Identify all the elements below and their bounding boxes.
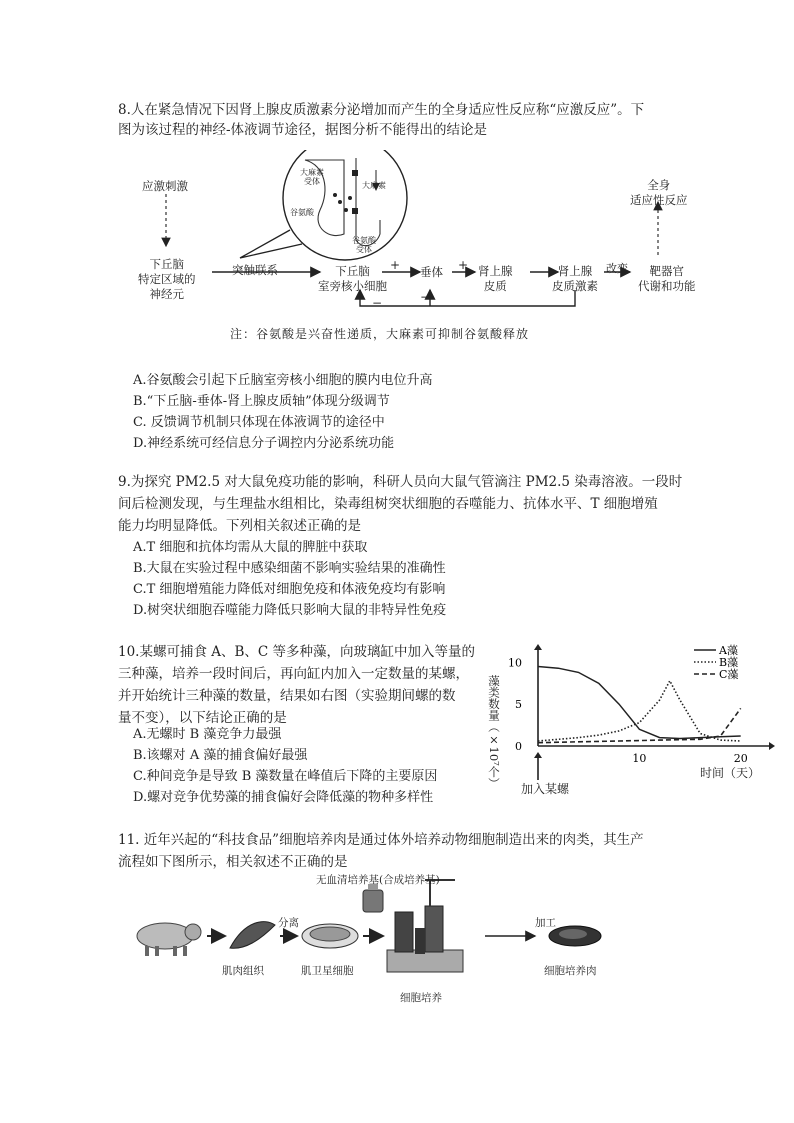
q8-option-d: D.神经系统可经信息分子调控内分泌系统功能 bbox=[133, 436, 395, 451]
inset-glutamate: 谷氨酸 bbox=[290, 208, 314, 217]
adrenal-label bbox=[478, 264, 513, 294]
satellite-label: 肌卫星细胞 bbox=[301, 965, 354, 977]
response-line2: 适应性反应 bbox=[630, 193, 688, 207]
adrenal-line2: 皮质 bbox=[483, 279, 507, 293]
neuron-label bbox=[138, 257, 196, 302]
inset-receptor-bottom bbox=[352, 236, 376, 254]
q8-stem-line2: 图为该过程的神经-体液调节途径，据图分析不能得出的结论是 bbox=[118, 122, 488, 138]
q8-option-c: C. 反馈调节机制只体现在体液调节的途径中 bbox=[133, 415, 385, 430]
process-label: 加工 bbox=[535, 917, 556, 929]
hormone-line2: 皮质激素 bbox=[552, 279, 598, 293]
q10-option-c: C.种间竞争是导致 B 藻数量在峰值后下降的主要原因 bbox=[133, 769, 438, 784]
series-line-2 bbox=[538, 681, 741, 741]
culture-label: 细胞培养 bbox=[400, 992, 442, 1004]
plus-sign-2: + bbox=[458, 258, 469, 272]
inset-receptor-top bbox=[300, 168, 324, 186]
muscle-tissue-icon bbox=[230, 922, 275, 949]
q8-option-b: B.“下丘脑-垂体-肾上腺皮质轴”体现分级调节 bbox=[133, 394, 390, 409]
target-line2: 代谢和功能 bbox=[638, 279, 696, 293]
target-label bbox=[638, 264, 696, 294]
pig-icon bbox=[137, 923, 201, 956]
minus-sign-2: − bbox=[372, 296, 383, 310]
petri-dish-icon bbox=[302, 924, 358, 948]
q8-diagram bbox=[130, 150, 700, 320]
q9-stem-line1: 9.为探究 PM2.5 对大鼠免疫功能的影响，科研人员向大鼠气管滴注 PM2.5 染毒溶液。一段时 bbox=[118, 474, 683, 490]
neuron-label-line1: 下丘脑 bbox=[149, 257, 184, 271]
medium-bottle-icon bbox=[363, 884, 383, 912]
medium-label: 无血清培养基(合成培养基) bbox=[316, 874, 440, 886]
hypo-cells-line2: 室旁核小细胞 bbox=[318, 279, 387, 293]
chart-x-axis-arrow bbox=[769, 742, 775, 750]
feedback-loop-arrow bbox=[360, 290, 575, 306]
response-label bbox=[630, 178, 688, 208]
q10-stem-line3: 并开始统计三种藻的数量，结果如右图（实验期间螺的数 bbox=[118, 688, 456, 704]
inset-cannabinoid: 大麻素 bbox=[362, 181, 386, 190]
chart-ytick-label: 5 bbox=[515, 698, 522, 712]
hormone-label bbox=[552, 264, 598, 294]
q9-stem-line2: 间后检测发现，与生理盐水组相比，染毒组树突状细胞的吞噬能力、抗体水平、T 细胞增殖 bbox=[118, 496, 658, 512]
neuron-label-line2: 特定区域的 bbox=[138, 272, 196, 286]
q9-option-b: B.大鼠在实验过程中感染细菌不影响实验结果的准确性 bbox=[133, 561, 446, 576]
cultured-meat-icon bbox=[549, 926, 601, 946]
series-line-3 bbox=[538, 708, 741, 742]
chart-ytick-label: 10 bbox=[508, 656, 522, 670]
hormone-line1: 肾上腺 bbox=[557, 264, 593, 278]
chart-annotation: 加入某螺 bbox=[521, 782, 570, 796]
legend-label-3: C藻 bbox=[719, 668, 739, 681]
minus-sign-1: − bbox=[420, 290, 431, 304]
change-label: 改变 bbox=[606, 262, 628, 275]
legend-label-2: B藻 bbox=[719, 656, 739, 669]
q10-option-b: B.该螺对 A 藻的捕食偏好最强 bbox=[133, 748, 308, 763]
q10-stem-line2: 三种藻，培养一段时间后，再向缸内加入一定数量的某螺， bbox=[118, 666, 469, 682]
pituitary-label: 垂体 bbox=[420, 265, 443, 279]
q11-diagram bbox=[125, 870, 625, 1005]
product-label: 细胞培养肉 bbox=[544, 965, 597, 977]
q10-stem-line1: 10.某螺可捕食 A、B、C 等多种藻，向玻璃缸中加入等量的 bbox=[118, 644, 476, 660]
chart-ytick-label: 0 bbox=[515, 740, 522, 753]
q8-option-a: A.谷氨酸会引起下丘脑室旁核小细胞的膜内电位升高 bbox=[133, 373, 433, 388]
stimulus-label: 应激刺激 bbox=[142, 179, 188, 193]
chart-ylabel-text: 藻类数量（×10⁷个） bbox=[487, 675, 501, 789]
muscle-label: 肌肉组织 bbox=[222, 965, 264, 977]
inset-receptor-top-line1: 大麻素 bbox=[300, 168, 324, 177]
hypo-cells-line1: 下丘脑 bbox=[335, 264, 370, 278]
chart-xtick-label: 10 bbox=[632, 752, 647, 765]
snail-arrow-head bbox=[534, 752, 542, 758]
q11-stem-line1: 11. 近年兴起的“科技食品”细胞培养肉是通过体外培养动物细胞制造出来的肉类，其生产 bbox=[118, 832, 644, 848]
target-line1: 靶器官 bbox=[649, 264, 684, 278]
q9-option-c: C.T 细胞增殖能力降低对细胞免疫和体液免疫均有影响 bbox=[133, 582, 446, 597]
q10-option-d: D.螺对竞争优势藻的捕食偏好会降低藻的物种多样性 bbox=[133, 790, 434, 805]
adrenal-line1: 肾上腺 bbox=[478, 264, 513, 278]
chart-ylabel bbox=[485, 675, 503, 791]
bioreactor-icon bbox=[387, 880, 463, 972]
q10-option-a: A.无螺时 B 藻竞争力最强 bbox=[133, 727, 282, 742]
inset-receptor-bottom-line2: 受体 bbox=[356, 245, 372, 254]
neuron-label-line3: 神经元 bbox=[149, 287, 184, 301]
q11-stem-line2: 流程如下图所示，相关叙述不正确的是 bbox=[118, 854, 348, 870]
inset-receptor-bottom-line1: 谷氨酸 bbox=[352, 236, 376, 245]
q8-stem-line1: 8.人在紧急情况下因肾上腺皮质激素分泌增加而产生的全身适应性反应称“应激反应”。下 bbox=[118, 102, 645, 118]
q10-stem-line4: 量不变），以下结论正确的是 bbox=[118, 710, 287, 726]
chart-xlabel: 时间（天） bbox=[700, 766, 761, 780]
series-line-1 bbox=[538, 667, 741, 739]
hypo-cells-label bbox=[318, 264, 387, 294]
separate-label: 分离 bbox=[278, 917, 299, 929]
q9-stem-line3: 能力均明显降低。下列相关叙述正确的是 bbox=[118, 518, 361, 534]
inset-pointer bbox=[240, 230, 302, 258]
q9-option-a: A.T 细胞和抗体均需从大鼠的脾脏中获取 bbox=[133, 540, 368, 555]
synapse-label: 突触联系 bbox=[232, 263, 278, 277]
legend-label-1: A藻 bbox=[719, 644, 738, 657]
chart-xtick-label: 20 bbox=[733, 752, 748, 765]
chart-y-axis-arrow bbox=[534, 644, 542, 650]
plus-sign-1: + bbox=[390, 258, 401, 272]
q9-option-d: D.树突状细胞吞噬能力降低只影响大鼠的非特异性免疫 bbox=[133, 603, 447, 618]
q8-note: 注：谷氨酸是兴奋性递质，大麻素可抑制谷氨酸释放 bbox=[230, 327, 530, 341]
response-line1: 全身 bbox=[647, 178, 671, 192]
inset-receptor-top-line2: 受体 bbox=[304, 177, 320, 186]
